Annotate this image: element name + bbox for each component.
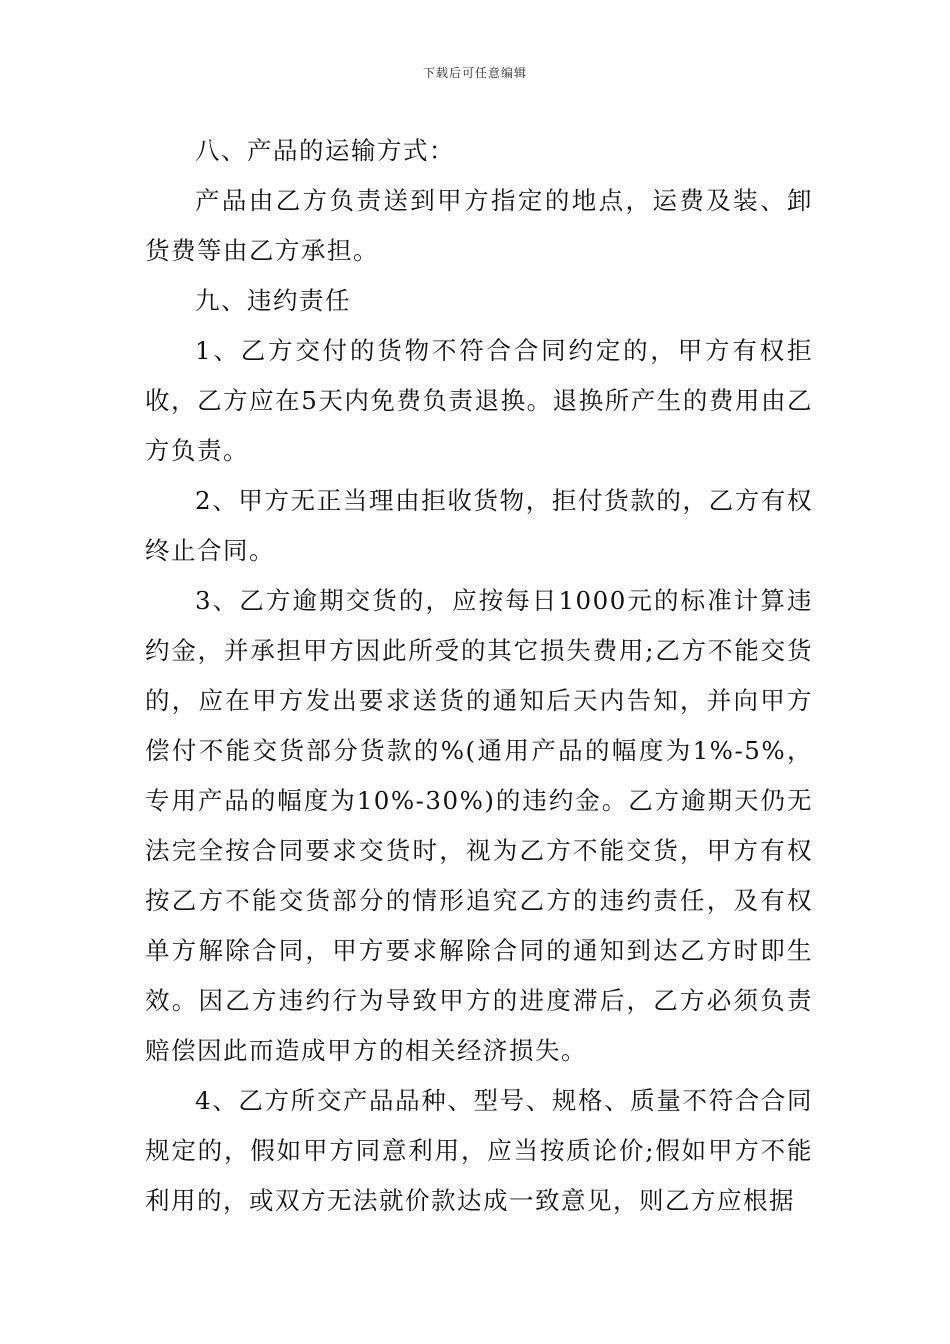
document-body [145,126,813,1226]
section-heading-liability: 九、违约责任 [195,286,351,315]
paragraph-transport-terms: 产品由乙方负责送到甲方指定的地点，运费及装、卸货费等由乙方承担。 [145,186,813,265]
clause-3: 3、乙方逾期交货的，应按每日1000元的标准计算违约金，并承担甲方因此所受的其它损失费用;乙方不能交货的，应在甲方发出要求送货的通知后天内告知，并向甲方偿付不能交货部分货款的%(通用产品的幅度为1%-5%，专用产品的幅度为10%-30%)的违约金。乙方逾期天仍无法完全按合同要求交货时，视为乙方不能交货，甲方有权按乙方不能交货部分的情形追究乙方的违约责任，及有权单方解除合同，甲方要求解除合同的通知到达乙方时即生效。因乙方违约行为导致甲方的进度滞后，乙方必须负责赔偿因此而造成甲方的相关经济损失。 [145,586,813,1065]
clause-4: 4、乙方所交产品品种、型号、规格、质量不符合合同规定的，假如甲方同意利用，应当按质论价;假如甲方不能利用的，或双方无法就价款达成一致意见，则乙方应根据 [145,1086,813,1215]
section-heading-transport: 八、产品的运输方式： [195,136,455,165]
clause-2: 2、甲方无正当理由拒收货物，拒付货款的，乙方有权终止合同。 [145,486,813,565]
clause-1: 1、乙方交付的货物不符合合同约定的，甲方有权拒收，乙方应在5天内免费负责退换。退换所产生的费用由乙方负责。 [145,336,813,465]
header-note: 下载后可任意编辑 [422,66,527,80]
